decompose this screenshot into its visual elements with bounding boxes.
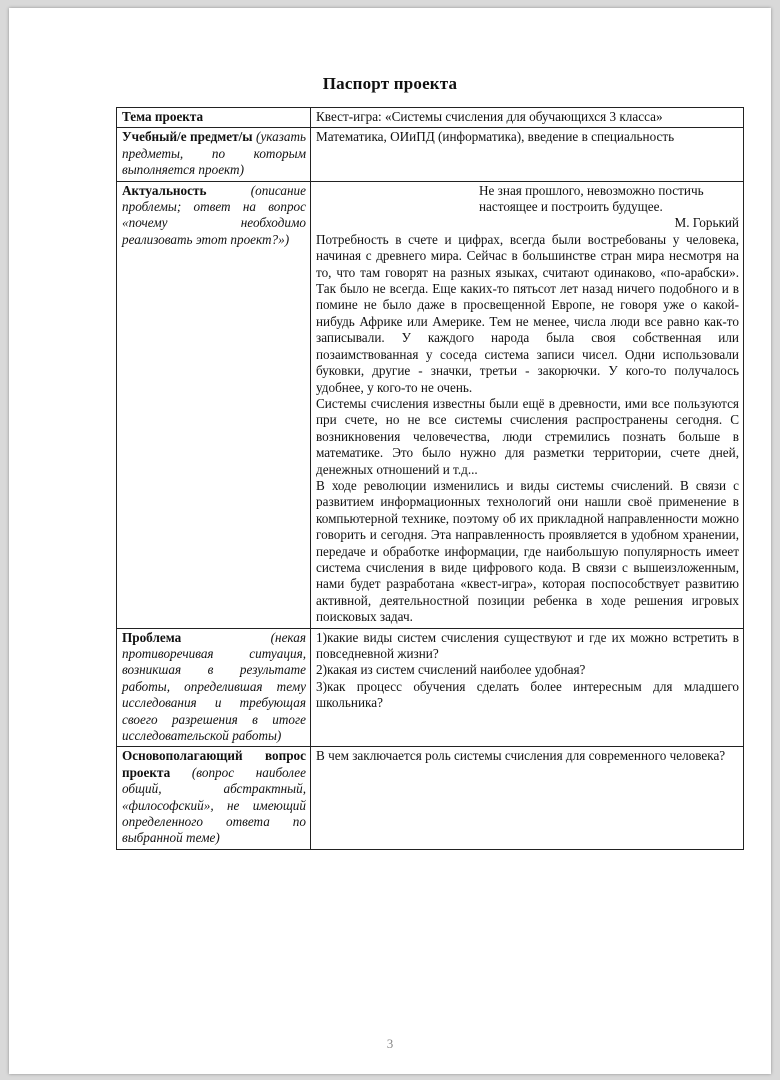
relevance-value-cell: [311, 181, 744, 628]
subject-label-cell: [117, 128, 311, 181]
subject-value: Математика, ОИиПД (информатика), введение в специальность: [316, 129, 675, 145]
theme-value-cell: [311, 108, 744, 128]
relevance-label-hint: (описание проблемы; ответ на вопрос «почему необходимо реализовать этот проект?»): [122, 182, 306, 247]
question-label-cell: [117, 747, 311, 849]
page-number: 3: [386, 1036, 394, 1051]
question-value: В чем заключается роль системы счисления для современного человека?: [316, 748, 726, 764]
relevance-label-cell: [117, 181, 311, 628]
theme-value: Квест-игра: «Системы счисления для обучающихся 3 класса»: [316, 109, 663, 124]
relevance-paragraph: Системы счисления известны были ещё в древности, ими все пользуются при счете, но не все системы счисления распространены сегодня. С возникновения человечества, люди стремились познать больше в математике. Это было нужно для разметки территории, счете дней, денежных отношений и т.д...: [316, 395, 739, 477]
table-row-subject: [117, 128, 744, 181]
theme-label: Тема проекта: [122, 109, 204, 124]
subject-label-hint: (указать предметы, по которым выполняется проект): [122, 129, 306, 178]
problem-label: Проблема: [122, 629, 182, 645]
subject-label: Учебный/е предмет/ы: [122, 129, 253, 145]
question-label: Основополагающий вопрос проекта: [122, 748, 306, 780]
problem-label-cell: [117, 628, 311, 747]
problem-value-cell: [311, 628, 744, 747]
problem-item: 1)какие виды систем счисления существуют и где их можно встретить в повседневной жизни?: [316, 629, 739, 661]
epigraph-author: М. Горький: [674, 215, 739, 231]
subject-value-cell: [311, 128, 744, 181]
problem-item: 2)какая из систем счислений наиболее удобная?: [316, 662, 586, 678]
relevance-label: Актуальность: [122, 182, 207, 198]
question-label-hint: (вопрос наиболее общий, абстрактный, «философский», не имеющий определенного ответа по выбранной теме): [122, 764, 306, 846]
relevance-paragraph: В ходе революции изменились и виды системы счислений. В связи с развитием информационных технологий они нашли своё применение в компьютерной технике, поэтому об их прикладной направленности можно говорить и сегодня. Эта направленность проявляется в удобном хранении, передаче и обработке информации, где наибольшую популярность имеет система счисления в виде цифрового кода. В связи с вышеизложенным, нами будет разработана «квест-игра», которая поспособствует развитию активной, деятельностной позиции ребенка в ходе решения игровых поисковых задач.: [316, 477, 739, 625]
relevance-paragraph: Потребность в счете и цифрах, всегда были востребованы у человека, начиная с древнего мира. Сейчас в большинстве стран мира несмотря на то, что там говорят на разных языках, считают одинаково, «по-арабски». Так было не всегда. Еще каких-то пятьсот лет назад ничего подобного и в помине не было даже в просвещенной Европе, не говоря уже о какой-нибудь Африке или Америке. Тем не менее, числа люди все равно как-то записывали. У каждого народа была своя собственная или позаимствованная у соседа система записи чисел. Одни использовали буковки, другие - значки, третьи - закорючки. У кого-то получалось удобнее, у кого-то не очень.: [316, 231, 739, 395]
page-title: Паспорт проекта: [322, 74, 458, 93]
epigraph: Не зная прошлого, невозможно постичь настоящее и построить будущее.: [479, 182, 704, 215]
problem-label-hint: (некая противоречивая ситуация, возникшая в результате работы, определившая тему исследования и требующая своего разрешения в итоге исследовательской работы): [122, 629, 306, 744]
table-row-problem: [117, 628, 744, 747]
table-row-question: [117, 747, 744, 849]
theme-label-cell: [117, 108, 311, 128]
table-row-relevance: [117, 181, 744, 628]
question-value-cell: [311, 747, 744, 849]
problem-item: 3)как процесс обучения сделать более интересным для младшего школьника?: [316, 678, 739, 711]
table-row-theme: [117, 108, 744, 128]
document-page: [9, 8, 771, 1074]
project-passport-table: [116, 107, 744, 850]
